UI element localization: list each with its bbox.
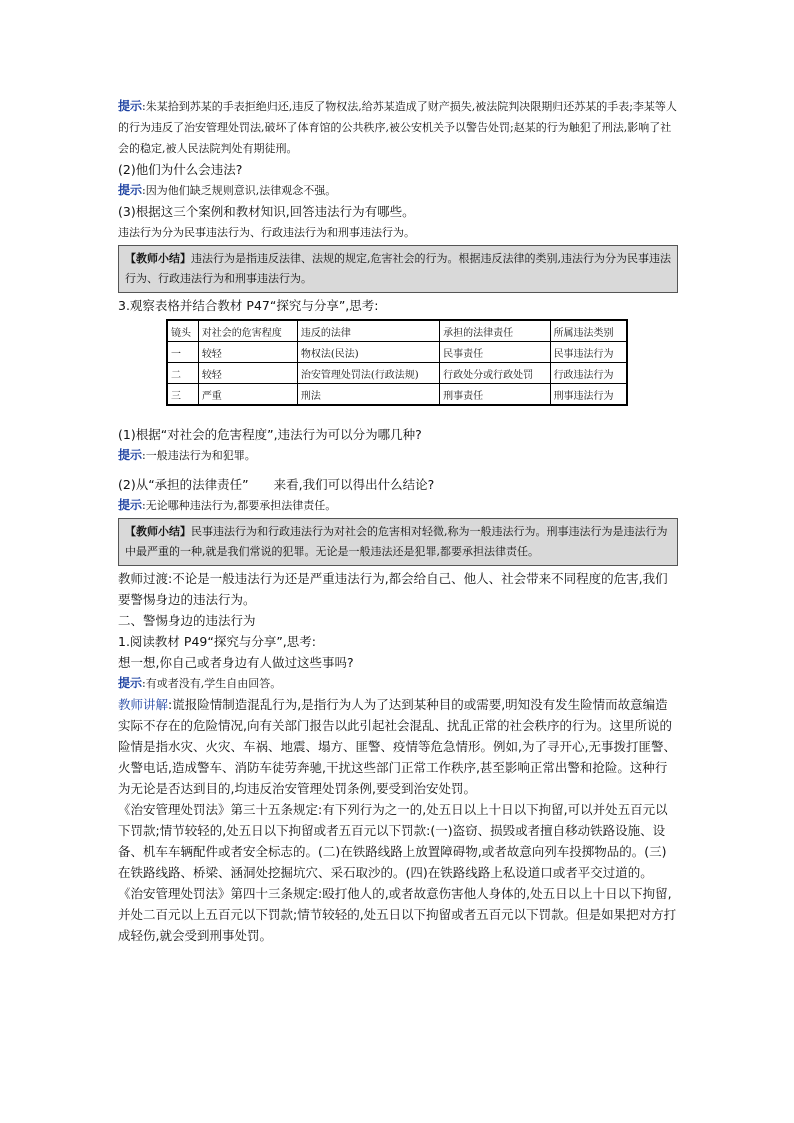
hint-paragraph bbox=[118, 180, 678, 201]
table-header-cell: 承担的法律责任 bbox=[440, 320, 550, 342]
hint-label: 提示 bbox=[118, 99, 143, 113]
hint-text: :无论哪种违法行为,都要承担法律责任。 bbox=[142, 499, 337, 512]
table-row bbox=[167, 363, 627, 384]
table-cell: 严重 bbox=[198, 384, 297, 406]
table-cell: 行政违法行为 bbox=[550, 363, 627, 384]
hint-text: :因为他们缺乏规则意识,法律观念不强。 bbox=[142, 184, 337, 197]
hint-label: 提示 bbox=[118, 676, 143, 690]
table-cell: 刑法 bbox=[297, 384, 439, 406]
hint-label: 提示 bbox=[118, 448, 143, 462]
table-cell: 三 bbox=[167, 384, 198, 406]
question-3: (3)根据这三个案例和教材知识,回答违法行为有哪些。 bbox=[118, 204, 415, 219]
question-6: 想一想,你自己或者身边有人做过这些事吗? bbox=[118, 655, 354, 670]
table-row bbox=[167, 342, 627, 363]
summary-tag: 【教师小结】 bbox=[125, 252, 191, 265]
table-cell: 二 bbox=[167, 363, 198, 384]
table-header-cell: 镜头 bbox=[167, 320, 198, 342]
table-header-cell: 违反的法律 bbox=[297, 320, 439, 342]
teacher-explanation bbox=[118, 694, 678, 799]
teacher-transition: 教师过渡:不论是一般违法行为还是严重违法行为,都会给自己、他人、社会带来不同程度的危害,我们要警惕身边的违法行为。 bbox=[118, 571, 668, 607]
hint-label: 提示 bbox=[118, 183, 143, 197]
hint-paragraph bbox=[118, 673, 678, 694]
law-article-43: 《治安管理处罚法》第四十三条规定:殴打他人的,或者故意伤害他人身体的,处五日以上十日以下拘留,并处二百元以上五百元以下罚款;情节较轻的,处五日以下拘留或者五百元以下罚款。但是如果把对方打成轻伤,就会受到刑事处罚。 bbox=[118, 886, 677, 943]
hint-paragraph bbox=[118, 495, 678, 516]
law-article-35: 《治安管理处罚法》第三十五条规定:有下列行为之一的,处五日以上十日以下拘留,可以并处五百元以下罚款;情节较轻的,处五日以下拘留或者五百元以下罚款:(一)盗窃、损毁或者擅自移动铁路设施、设备、机车车辆配件或者安全标志的。(二)在铁路线路上放置障碍物,或者故意向列车投掷物品的。(三)在铁路线路、桥梁、涵洞处挖掘坑穴、采石取沙的。(四)在铁路线路上私设道口或者平交过道的。 bbox=[118, 802, 668, 880]
cases-table bbox=[166, 319, 628, 406]
explanation-text: :谎报险情制造混乱行为,是指行为人为了达到某种目的或需要,明知没有发生险情而故意编造实际不存在的危险情况,向有关部门报告以此引起社会混乱、扰乱正常的社会秩序的行为。这里所说的险情是指水灾、火灾、车祸、地震、塌方、匪警、疫情等危急情形。例如,为了寻开心,无事拨打匪警、火警电话,造成警车、消防车徒劳奔驰,干扰这些部门正常工作秩序,甚至影响正常出警和抢险。这种行为无论是否达到目的,均违反治安管理处罚条例,要受到治安处罚。 bbox=[118, 697, 676, 796]
spacer bbox=[118, 466, 678, 474]
question-2: (2)他们为什么会违法? bbox=[118, 162, 243, 177]
table-cell: 较轻 bbox=[198, 342, 297, 363]
table-header-cell: 对社会的危害程度 bbox=[198, 320, 297, 342]
summary-tag: 【教师小结】 bbox=[125, 525, 191, 538]
table-cell: 民事责任 bbox=[440, 342, 550, 363]
section-heading: 二、警惕身边的违法行为 bbox=[118, 613, 256, 628]
table-cell: 治安管理处罚法(行政法规) bbox=[297, 363, 439, 384]
table-cell: 刑事违法行为 bbox=[550, 384, 627, 406]
table-header-cell: 所属违法类别 bbox=[550, 320, 627, 342]
question-5: (2)从“承担的法律责任” 来看,我们可以得出什么结论? bbox=[118, 477, 435, 492]
table-cell: 较轻 bbox=[198, 363, 297, 384]
spacer bbox=[118, 406, 678, 424]
table-row bbox=[167, 384, 627, 406]
document-content bbox=[118, 96, 678, 946]
table-header-row bbox=[167, 320, 627, 342]
answer-3: 违法行为分为民事违法行为、行政违法行为和刑事违法行为。 bbox=[118, 226, 415, 239]
section-3-title: 3.观察表格并结合教材 P47“探究与分享”,思考: bbox=[118, 298, 379, 313]
section-1-title: 1.阅读教材 P49“探究与分享”,思考: bbox=[118, 634, 316, 649]
hint-text: :有或者没有,学生自由回答。 bbox=[142, 677, 282, 690]
teacher-summary-box bbox=[118, 245, 678, 293]
teacher-summary-box bbox=[118, 518, 678, 566]
table-cell: 行政处分或行政处罚 bbox=[440, 363, 550, 384]
table-cell: 民事违法行为 bbox=[550, 342, 627, 363]
table-cell: 物权法(民法) bbox=[297, 342, 439, 363]
explanation-label: 教师讲解 bbox=[118, 697, 169, 712]
table-cell: 刑事责任 bbox=[440, 384, 550, 406]
summary-text: 违法行为是指违反法律、法规的规定,危害社会的行为。根据违反法律的类别,违法行为分为民事违法行为、行政违法行为和刑事违法行为。 bbox=[125, 252, 671, 285]
hint-paragraph bbox=[118, 445, 678, 466]
hint-paragraph bbox=[118, 96, 678, 159]
table-cell: 一 bbox=[167, 342, 198, 363]
summary-text: 民事违法行为和行政违法行为对社会的危害相对轻微,称为一般违法行为。刑事违法行为是违法行为中最严重的一种,就是我们常说的犯罪。无论是一般违法还是犯罪,都要承担法律责任。 bbox=[125, 525, 668, 558]
hint-text: :一般违法行为和犯罪。 bbox=[142, 449, 256, 462]
question-4: (1)根据“对社会的危害程度”,违法行为可以分为哪几种? bbox=[118, 427, 422, 442]
hint-text: :朱某拾到苏某的手表拒绝归还,违反了物权法,给苏某造成了财产损失,被法院判决限期归还苏某的手表;李某等人的行为违反了治安管理处罚法,破坏了体育馆的公共秩序,被公安机关予以警告处罚;赵某的行为触犯了刑法,影响了社会的稳定,被人民法院判处有期徒刑。 bbox=[118, 100, 677, 155]
hint-label: 提示 bbox=[118, 498, 143, 512]
